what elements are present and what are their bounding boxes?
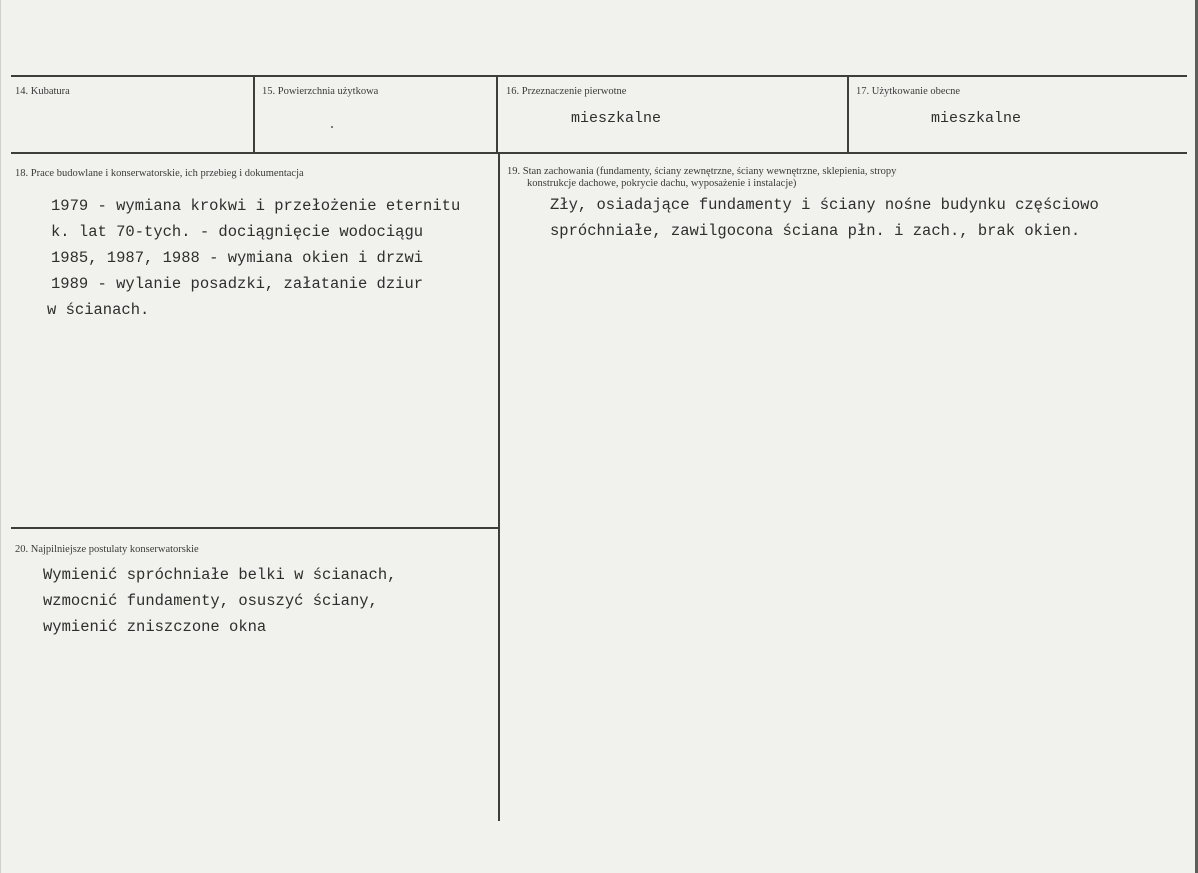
main-column-divider (498, 153, 500, 821)
field-19-label-line: 19. Stan zachowania (fundamenty, ściany zewnętrzne, ściany wewnętrzne, sklepienia, stropy (507, 166, 897, 177)
field-20-label: 20. Najpilniejsze postulaty konserwatorskie (15, 544, 199, 555)
field-19-label-line: konstrukcje dachowe, pokrycie dachu, wyposażenie i instalacje) (527, 178, 797, 189)
field-17-label: 17. Użytkowanie obecne (856, 86, 961, 97)
field-20-line: wymienić zniszczone okna (43, 618, 267, 636)
field-20-line: Wymienić spróchniałe belki w ścianach, (43, 566, 397, 584)
field-17-value: mieszkalne (931, 110, 1022, 127)
divider-16-17 (847, 76, 849, 153)
field-19-text (550, 192, 1099, 244)
field-18-line: k. lat 70-tych. - dociągnięcie wodociągu (51, 223, 424, 241)
mid-rule (11, 152, 1187, 154)
field-19-line: Zły, osiadające fundamenty i ściany nośne budynku częściowo (550, 196, 1099, 214)
field-19-line: spróchniałe, zawilgocona ściana płn. i zach., brak okien. (550, 222, 1081, 240)
section-20-rule (11, 527, 498, 529)
field-15-mark (331, 126, 333, 128)
field-20-text (43, 562, 396, 640)
divider-14-15 (253, 76, 255, 153)
field-14-label: 14. Kubatura (15, 86, 70, 97)
field-18-label: 18. Prace budowlane i konserwatorskie, ich przebieg i dokumentacja (15, 168, 304, 179)
divider-15-16 (496, 76, 498, 153)
field-16-label: 16. Przeznaczenie pierwotne (506, 86, 627, 97)
field-18-line: w ścianach. (47, 301, 150, 319)
field-20-line: wzmocnić fundamenty, osuszyć ściany, (43, 592, 378, 610)
field-18-line: 1985, 1987, 1988 - wymiana okien i drzwi (51, 249, 424, 267)
field-18-text (47, 193, 460, 323)
field-19-label (507, 166, 896, 190)
field-18-line: 1989 - wylanie posadzki, załatanie dziur (51, 275, 424, 293)
top-rule (11, 75, 1187, 77)
field-18-line: 1979 - wymiana krokwi i przełożenie eternitu (51, 197, 461, 215)
field-16-value: mieszkalne (571, 110, 662, 127)
field-15-label: 15. Powierzchnia użytkowa (262, 86, 379, 97)
